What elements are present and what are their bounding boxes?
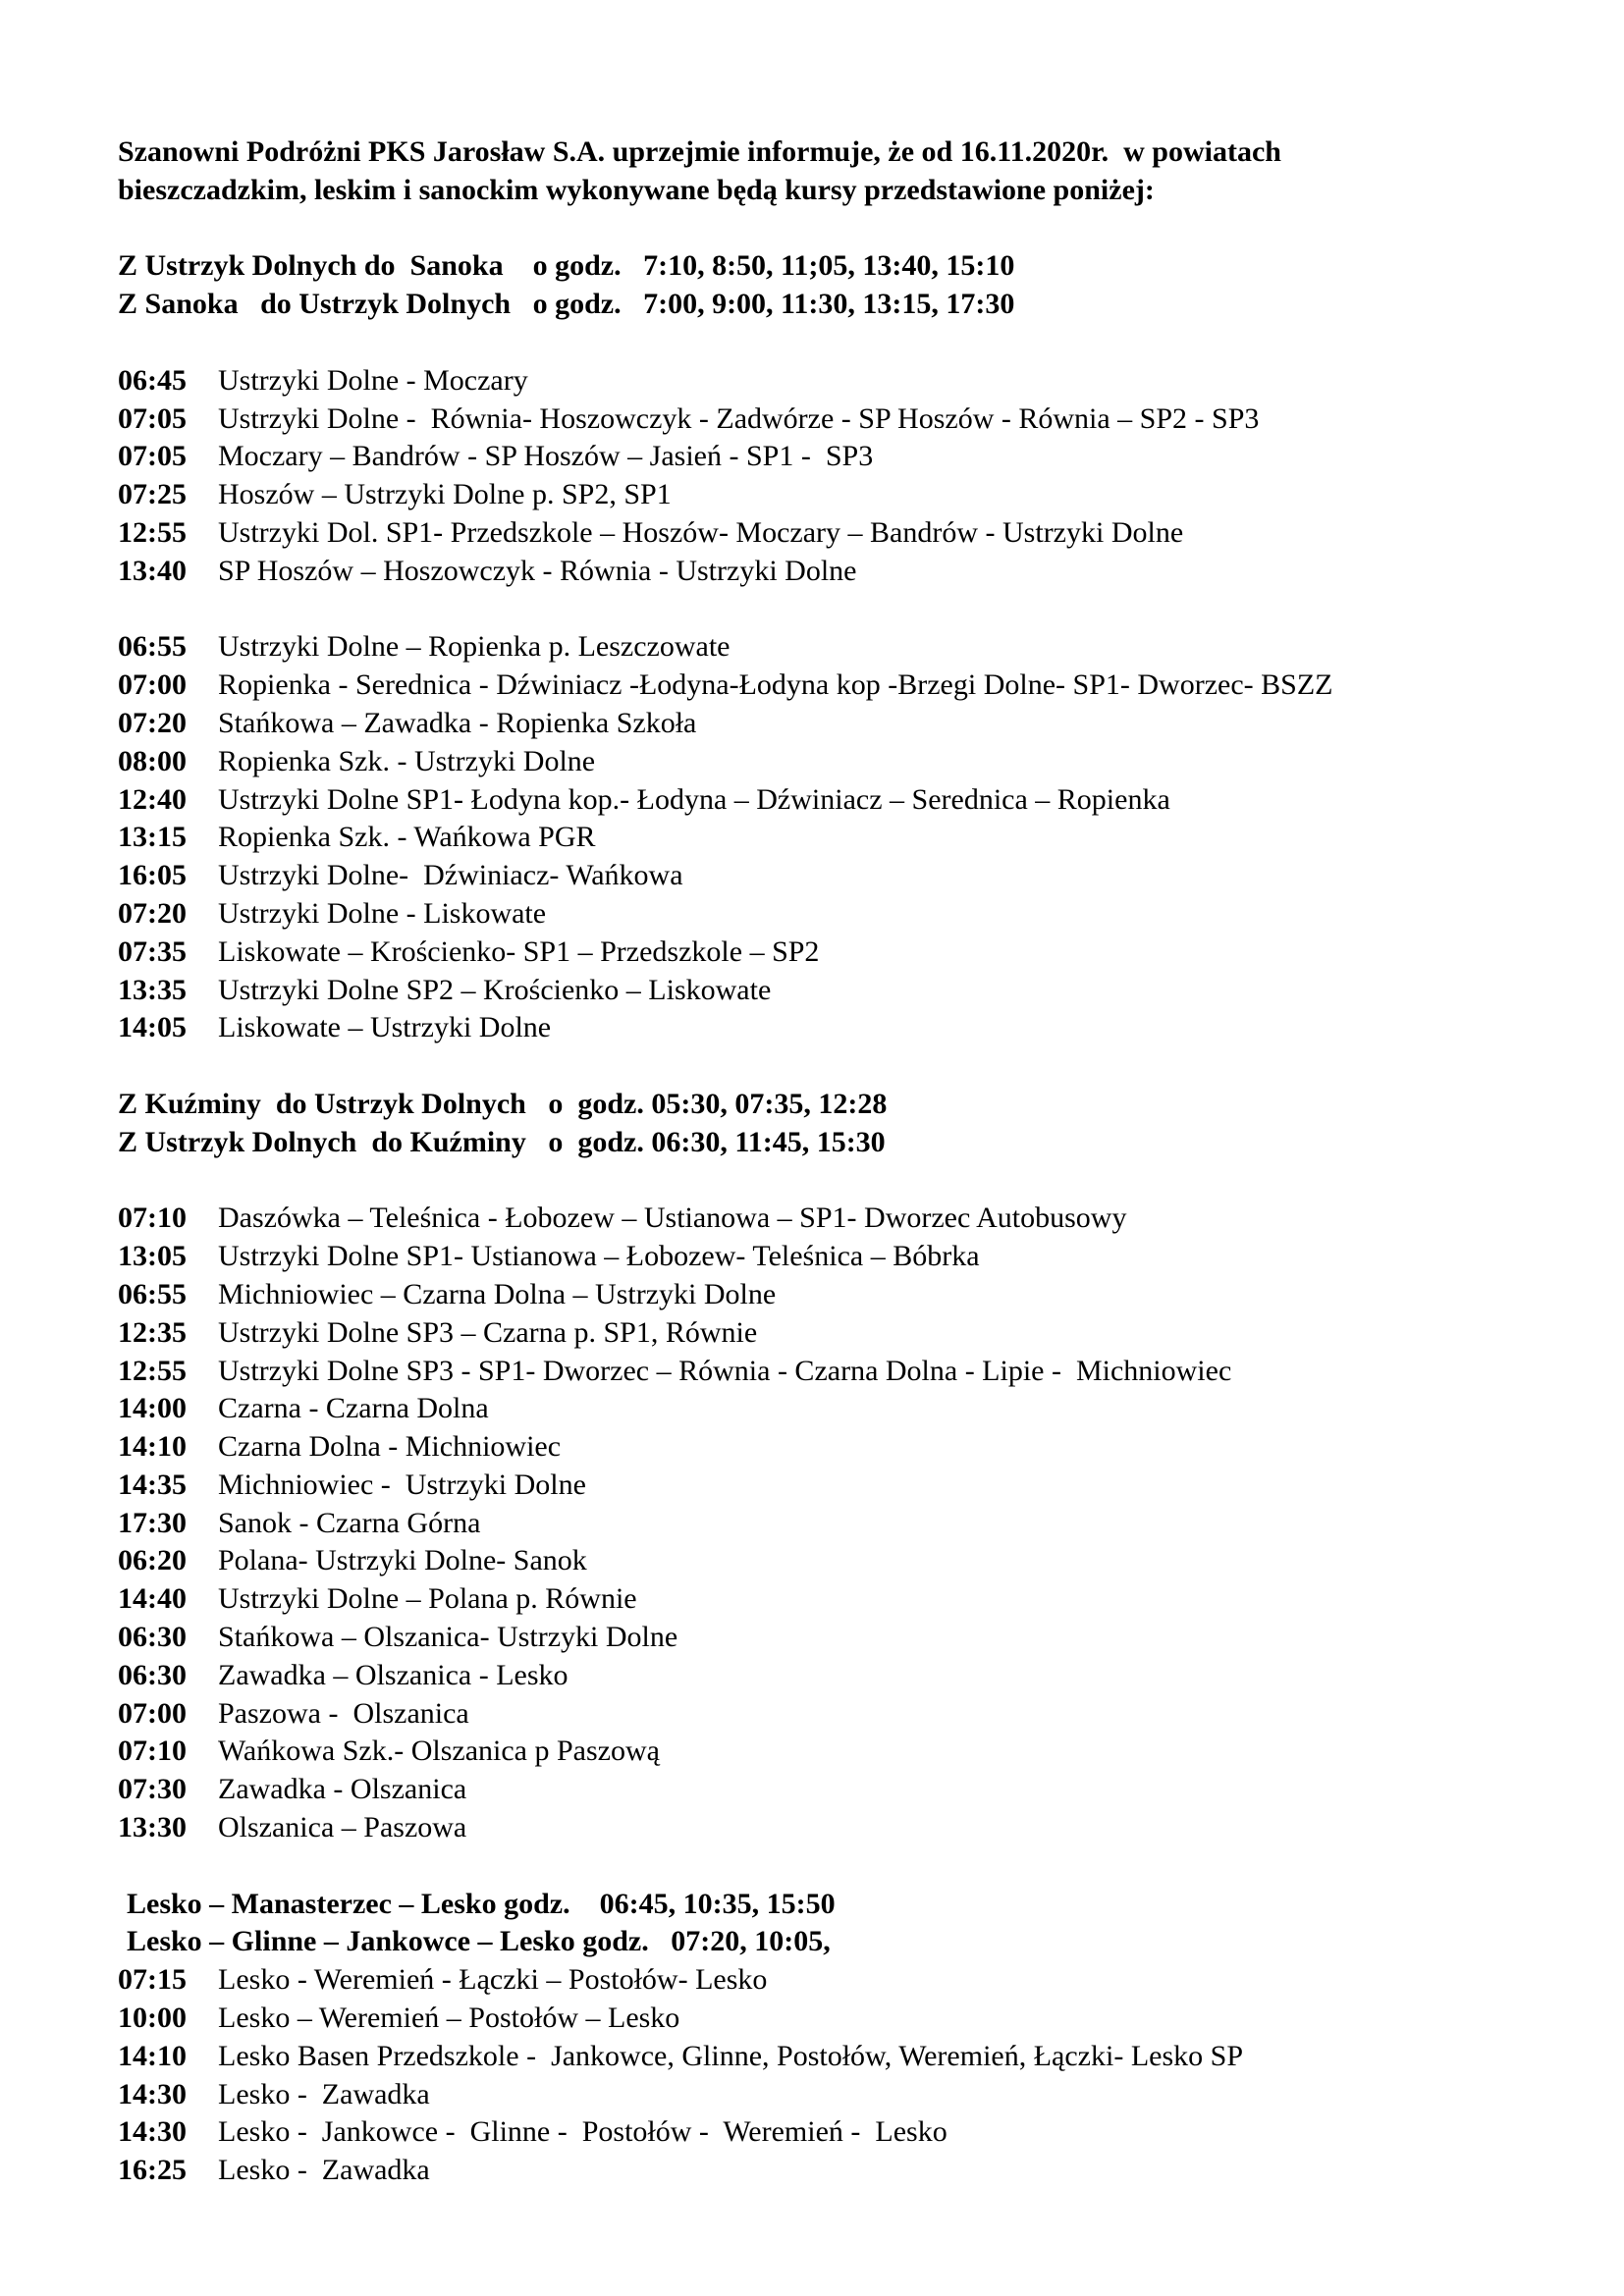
departure-time: 07:30 [118,1773,187,1806]
timetable-row [118,514,1532,553]
route-description: Ustrzyki Dolne - Moczary [218,363,528,397]
route-list-hoszow [118,362,1532,591]
route-description: SP Hoszów – Hoszowczyk - Równia - Ustrzyki Dolne [218,554,857,587]
timetable-row [118,972,1532,1010]
spacer [118,1047,1532,1086]
route-description: Ustrzyki Dolne SP1- Łodyna kop.- Łodyna – Dźwiniacz – Serednica – Ropienka [218,782,1170,816]
timetable-row [118,1580,1532,1619]
timetable-row [118,1809,1532,1847]
timetable-row [118,934,1532,972]
route-description: Lesko - Zawadka [218,2077,430,2110]
departure-time: 07:00 [118,1696,187,1730]
departure-time: 07:10 [118,1735,187,1768]
route-description: Lesko Basen Przedszkole - Jankowce, Glinne, Postołów, Weremień, Łączki- Lesko SP [218,2039,1244,2072]
timetable-row [118,362,1532,400]
timetable-row [118,743,1532,781]
spacer [118,591,1532,629]
route-list-czarna [118,1200,1532,1847]
route-description: Ustrzyki Dolne SP2 – Krościenko – Liskowate [218,973,772,1006]
spacer [118,210,1532,248]
departure-time: 06:55 [118,1277,187,1310]
departure-time: 16:05 [118,859,187,892]
timetable-row [118,1009,1532,1047]
timetable-row [118,1353,1532,1391]
departure-time: 07:10 [118,1201,187,1235]
departure-time: 13:40 [118,554,187,587]
timetable-row [118,1390,1532,1428]
timetable-row [118,1276,1532,1314]
section-header: Lesko – Glinne – Jankowce – Lesko godz. 07:20, 10:05, [127,1925,831,1958]
timetable-row [118,1542,1532,1580]
section-header: Z Sanoka do Ustrzyk Dolnych o godz. 7:00, 9:00, 11:30, 13:15, 17:30 [118,288,1015,321]
route-description: Hoszów – Ustrzyki Dolne p. SP2, SP1 [218,478,672,511]
timetable-row [118,553,1532,591]
timetable-row [118,1657,1532,1695]
timetable-row [118,1428,1532,1467]
timetable-row [118,819,1532,857]
timetable-row [118,2038,1532,2076]
departure-time: 06:55 [118,630,187,664]
route-description: Ustrzyki Dolne - Liskowate [218,896,547,930]
section-header: Z Ustrzyk Dolnych do Kuźminy o godz. 06:30, 11:45, 15:30 [118,1125,886,1158]
timetable-row [118,400,1532,439]
section-header: Z Kuźminy do Ustrzyk Dolnych o godz. 05:30, 07:35, 12:28 [118,1087,888,1120]
route-description: Czarna Dolna - Michniowiec [218,1430,562,1464]
route-description: Stańkowa – Zawadka - Ropienka Szkoła [218,706,697,739]
route-description: Ustrzyki Dolne – Ropienka p. Leszczowate [218,630,731,664]
departure-time: 12:40 [118,782,187,816]
departure-time: 12:55 [118,515,187,549]
route-description: Polana- Ustrzyki Dolne- Sanok [218,1544,587,1577]
timetable-row [118,895,1532,934]
timetable-row [118,1961,1532,2000]
timetable-row [118,1695,1532,1734]
timetable-row [118,2113,1532,2152]
route-description: Ustrzyki Dolne SP3 – Czarna p. SP1, Równie [218,1315,758,1349]
departure-time: 07:05 [118,440,187,473]
timetable-row [118,1314,1532,1353]
route-description: Ropienka Szk. - Wańkowa PGR [218,821,596,854]
section-header: Z Ustrzyk Dolnych do Sanoka o godz. 7:10, 8:50, 11;05, 13:40, 15:10 [118,249,1015,283]
departure-time: 14:00 [118,1392,187,1425]
timetable-row [118,476,1532,514]
departure-time: 14:40 [118,1582,187,1616]
route-description: Paszowa - Olszanica [218,1696,469,1730]
spacer [118,324,1532,362]
departure-time: 07:05 [118,401,187,435]
departure-time: 14:30 [118,2115,187,2149]
departure-time: 14:05 [118,1011,187,1044]
departure-time: 06:30 [118,1658,187,1691]
route-description: Liskowate – Krościenko- SP1 – Przedszkole – SP2 [218,934,820,968]
timetable-row [118,1467,1532,1505]
timetable-row [118,2000,1532,2038]
departure-time: 06:30 [118,1621,187,1654]
departure-time: 10:00 [118,2002,187,2035]
route-description: Lesko - Zawadka [218,2154,430,2187]
route-description: Moczary – Bandrów - SP Hoszów – Jasień - SP1 - SP3 [218,440,874,473]
route-description: Ustrzyki Dolne - Równia- Hoszowczyk - Zadwórze - SP Hoszów - Równia – SP2 - SP3 [218,401,1260,435]
timetable-row [118,1505,1532,1543]
timetable-row [118,438,1532,476]
timetable-row [118,857,1532,895]
route-description: Wańkowa Szk.- Olszanica p Paszową [218,1735,660,1768]
route-description: Ustrzyki Dolne- Dźwiniacz- Wańkowa [218,859,683,892]
timetable-row [118,1619,1532,1657]
route-description: Ustrzyki Dolne – Polana p. Równie [218,1582,637,1616]
route-description: Michniowiec - Ustrzyki Dolne [218,1468,586,1501]
route-description: Michniowiec – Czarna Dolna – Ustrzyki Dolne [218,1277,777,1310]
route-description: Ropienka Szk. - Ustrzyki Dolne [218,744,596,777]
timetable-row [118,628,1532,667]
timetable-row [118,781,1532,820]
departure-time: 14:35 [118,1468,187,1501]
departure-time: 14:30 [118,2077,187,2110]
timetable-notice [118,133,1532,2190]
route-description: Ropienka - Serednica - Dźwiniacz -Łodyna-Łodyna kop -Brzegi Dolne- SP1- Dworzec- BSZZ [218,668,1333,702]
route-description: Lesko - Weremień - Łączki – Postołów- Lesko [218,1963,768,1997]
departure-time: 13:15 [118,821,187,854]
departure-time: 08:00 [118,744,187,777]
departure-time: 07:00 [118,668,187,702]
departure-time: 06:20 [118,1544,187,1577]
departure-time: 07:20 [118,706,187,739]
timetable-row [118,667,1532,705]
departure-time: 14:10 [118,2039,187,2072]
route-description: Stańkowa – Olszanica- Ustrzyki Dolne [218,1621,678,1654]
departure-time: 13:05 [118,1240,187,1273]
departure-time: 06:45 [118,363,187,397]
route-description: Zawadka - Olszanica [218,1773,467,1806]
intro-line: Szanowni Podróżni PKS Jarosław S.A. uprzejmie informuje, że od 16.11.2020r. w powiatach [118,135,1281,168]
route-description: Ustrzyki Dol. SP1- Przedszkole – Hoszów- Moczary – Bandrów - Ustrzyki Dolne [218,515,1184,549]
departure-time: 07:35 [118,934,187,968]
route-description: Ustrzyki Dolne SP1- Ustianowa – Łobozew- Teleśnica – Bóbrka [218,1240,980,1273]
route-description: Sanok - Czarna Górna [218,1506,481,1539]
route-description: Daszówka – Teleśnica - Łobozew – Ustianowa – SP1- Dworzec Autobusowy [218,1201,1127,1235]
timetable-row [118,2152,1532,2190]
timetable-row [118,705,1532,743]
departure-time: 12:55 [118,1354,187,1387]
departure-time: 14:10 [118,1430,187,1464]
departure-time: 17:30 [118,1506,187,1539]
departure-time: 13:30 [118,1811,187,1844]
route-description: Liskowate – Ustrzyki Dolne [218,1011,552,1044]
departure-time: 16:25 [118,2154,187,2187]
spacer [118,1847,1532,1886]
departure-time: 07:20 [118,896,187,930]
route-description: Olszanica – Paszowa [218,1811,467,1844]
departure-time: 13:35 [118,973,187,1006]
route-list-ropienka [118,628,1532,1047]
route-description: Czarna - Czarna Dolna [218,1392,489,1425]
departure-time: 07:15 [118,1963,187,1997]
timetable-row [118,1238,1532,1276]
timetable-row [118,1771,1532,1809]
route-description: Lesko - Jankowce - Glinne - Postołów - Weremień - Lesko [218,2115,947,2149]
intro-line: bieszczadzkim, leskim i sanockim wykonywane będą kursy przedstawione poniżej: [118,173,1155,206]
departure-time: 07:25 [118,478,187,511]
route-description: Lesko – Weremień – Postołów – Lesko [218,2002,680,2035]
route-description: Ustrzyki Dolne SP3 - SP1- Dworzec – Równia - Czarna Dolna - Lipie - Michniowiec [218,1354,1232,1387]
spacer [118,1162,1532,1201]
timetable-row [118,1733,1532,1771]
timetable-row [118,1200,1532,1238]
section-header: Lesko – Manasterzec – Lesko godz. 06:45, 10:35, 15:50 [127,1887,836,1920]
route-list-lesko [118,1961,1532,2190]
timetable-row [118,2076,1532,2114]
departure-time: 12:35 [118,1315,187,1349]
route-description: Zawadka – Olszanica - Lesko [218,1658,568,1691]
